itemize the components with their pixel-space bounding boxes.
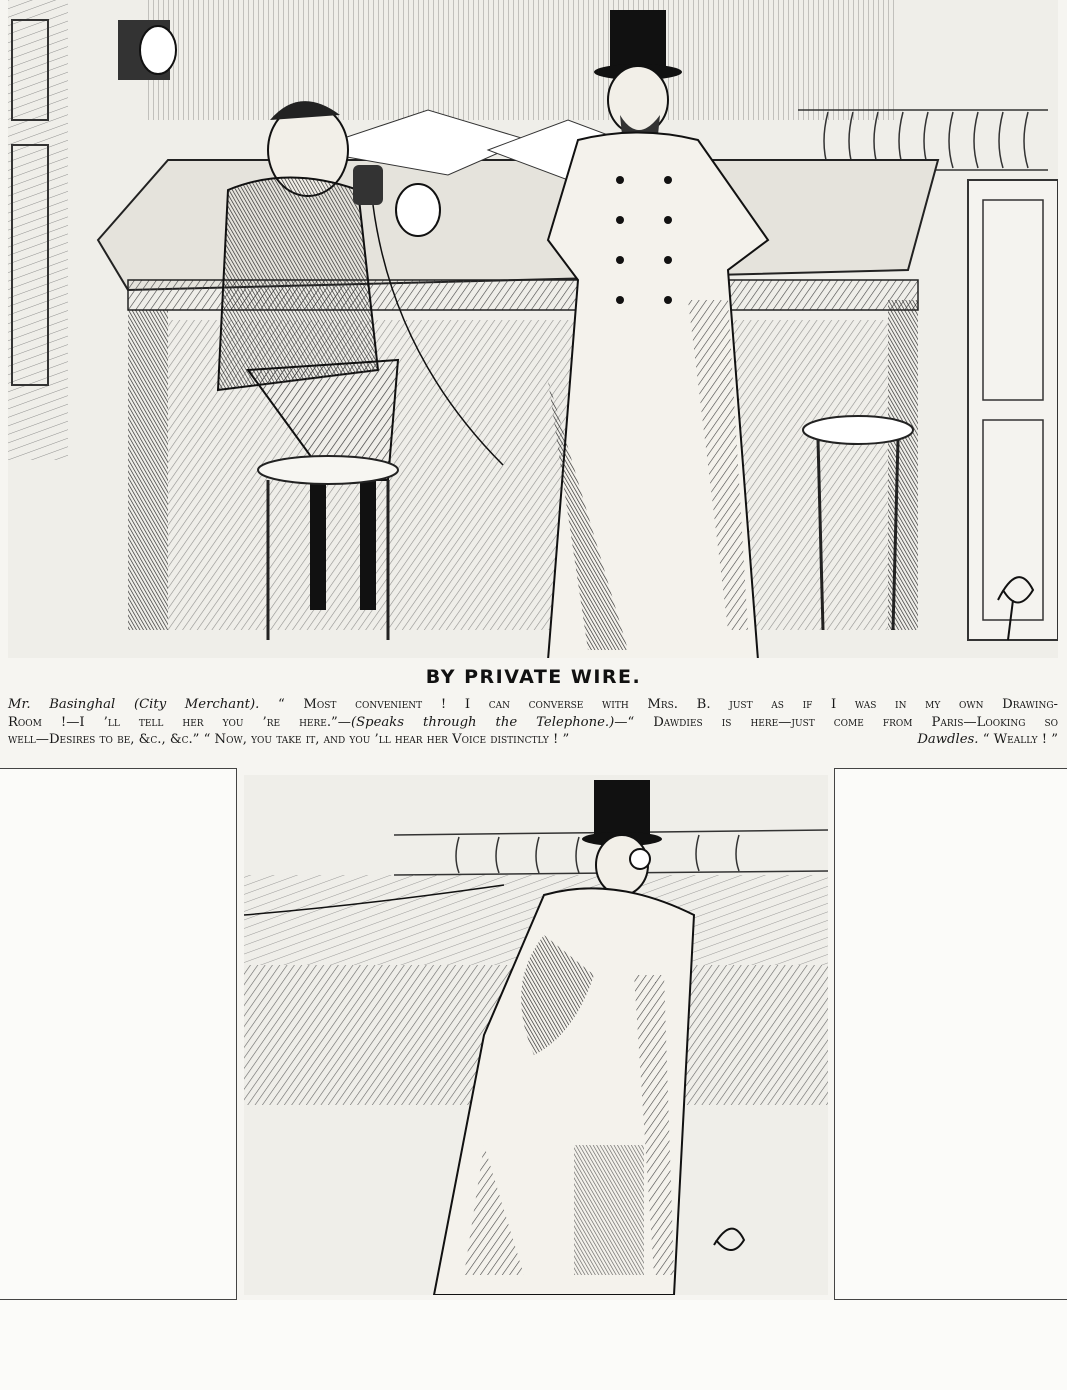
caption-line-1 [8, 696, 1058, 714]
illustration-top [8, 0, 1058, 658]
speaker-name: Mr. Basinghal [8, 697, 116, 712]
reply-block [917, 731, 1058, 749]
speaker-role: (City Merchant). [133, 697, 260, 712]
dialogue-text: —“ Dawdies is here—just come from Paris—Looking so [614, 714, 1058, 730]
telephone-earpiece-icon [630, 849, 650, 869]
listening-gentleman-engraving [244, 775, 828, 1295]
cartoon-title: BY PRIVATE WIRE. [425, 666, 642, 688]
dialogue-text: well—Desires to be, &c., &c.” “ Now, you take it, and you ’ll hear her Voice distinctly ! ” [8, 732, 570, 747]
stage-direction: (Speaks through the Telephone.) [350, 714, 615, 730]
dialogue-text: “ Most convenient ! I can converse with Mrs. B. just as if I was in my own Drawing- [277, 697, 1058, 712]
reply-speaker: Dawdles. [917, 732, 979, 747]
caption-line-3 [8, 731, 1058, 749]
illustration-bottom [244, 775, 828, 1295]
office-telephone-engraving [8, 0, 1058, 658]
dialogue-text: Room !—I ’ll tell her you ’re here.”— [8, 714, 351, 730]
page-bottom-margin [0, 1300, 1067, 1390]
blank-frame-left [0, 768, 237, 1300]
wall-telephone-icon [118, 20, 176, 80]
cartoon-caption [8, 696, 1058, 749]
reply-text: “ Weally ! ” [982, 732, 1058, 747]
blank-frame-right [834, 768, 1067, 1300]
caption-line-2 [8, 714, 1058, 732]
